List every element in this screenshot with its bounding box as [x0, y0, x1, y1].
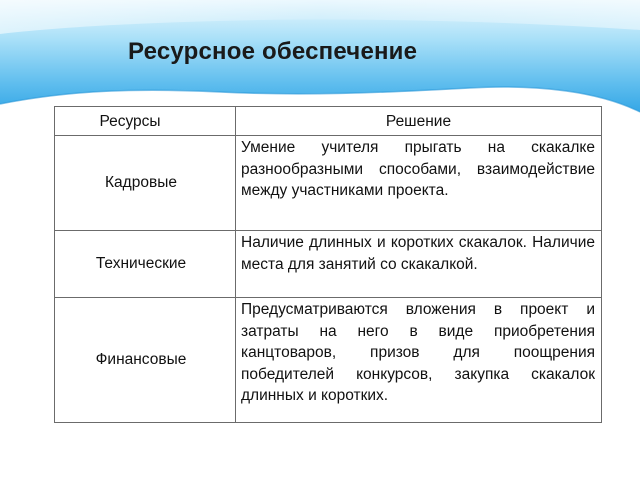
table-header-row — [55, 107, 602, 136]
resource-cell — [55, 298, 236, 423]
resource-table — [54, 106, 602, 423]
resource-label: Кадровые — [105, 174, 177, 191]
slide-title: Ресурсное обеспечение — [128, 38, 418, 65]
title-banner — [0, 0, 640, 116]
resource-cell — [55, 231, 236, 298]
header-solution — [236, 107, 602, 136]
solution-cell — [236, 298, 602, 423]
solution-text: Предусматриваются вложения в проект и затраты на него в виде приобретения канцтоваров, призов для поощрения победителей конкурсов, закупка скакалок длинных и коротких. — [241, 301, 595, 404]
solution-text: Умение учителя прыгать на скакалке разнообразными способами, взаимодействие между участниками проекта. — [241, 139, 595, 199]
header-solution-label: Решение — [385, 113, 452, 130]
solution-text: Наличие длинных и коротких скакалок. Наличие места для занятий со скакалкой. — [241, 234, 595, 273]
resource-label: Финансовые — [95, 351, 187, 368]
solution-cell — [236, 136, 602, 231]
solution-cell — [236, 231, 602, 298]
table-row — [55, 298, 602, 423]
resource-cell — [55, 136, 236, 231]
header-resources-label: Ресурсы — [99, 113, 161, 130]
table-row — [55, 231, 602, 298]
resource-label: Технические — [95, 255, 187, 272]
header-resources — [55, 107, 236, 136]
table-row — [55, 136, 602, 231]
